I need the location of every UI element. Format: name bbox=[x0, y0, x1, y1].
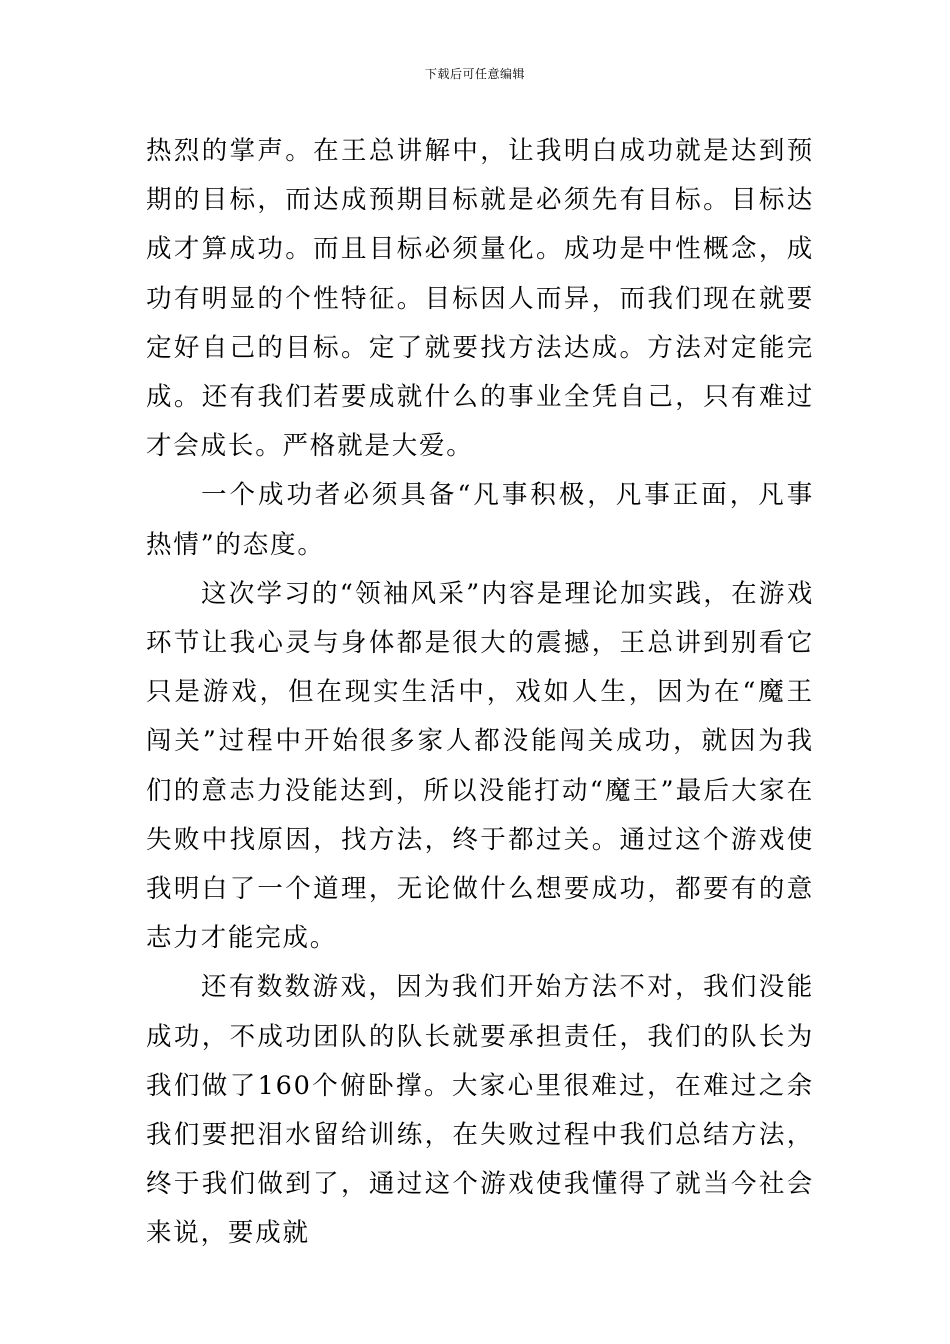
paragraph: 一个成功者必须具备“凡事积极，凡事正面，凡事热情”的态度。 bbox=[146, 480, 814, 560]
paragraph: 这次学习的“领袖风采”内容是理论加实践，在游戏环节让我心灵与身体都是很大的震撼，王总讲到别看它只是游戏，但在现实生活中，戏如人生，因为在“魔王闯关”过程中开始很多家人都没能闯关成功，就因为我们的意志力没能达到，所以没能打动“魔王”最后大家在失败中找原因，找方法，终于都过关。通过这个游戏使我明白了一个道理，无论做什么想要成功，都要有的意志力才能完成。 bbox=[146, 578, 814, 954]
paragraph: 还有数数游戏，因为我们开始方法不对，我们没能成功，不成功团队的队长就要承担责任，我们的队长为我们做了160个俯卧撑。大家心里很难过，在难过之余我们要把泪水留给训练，在失败过程中我们总结方法，终于我们做到了，通过这个游戏使我懂得了就当今社会来说，要成就 bbox=[146, 972, 814, 1249]
paragraph: 热烈的掌声。在王总讲解中，让我明白成功就是达到预期的目标，而达成预期目标就是必须先有目标。目标达成才算成功。而且目标必须量化。成功是中性概念，成功有明显的个性特征。目标因人而异，而我们现在就要定好自己的目标。定了就要找方法达成。方法对定能完成。还有我们若要成就什么的事业全凭自己，只有难过才会成长。严格就是大爱。 bbox=[146, 136, 814, 462]
document-body bbox=[146, 127, 814, 1259]
page-header: 下载后可任意编辑 bbox=[424, 67, 525, 81]
